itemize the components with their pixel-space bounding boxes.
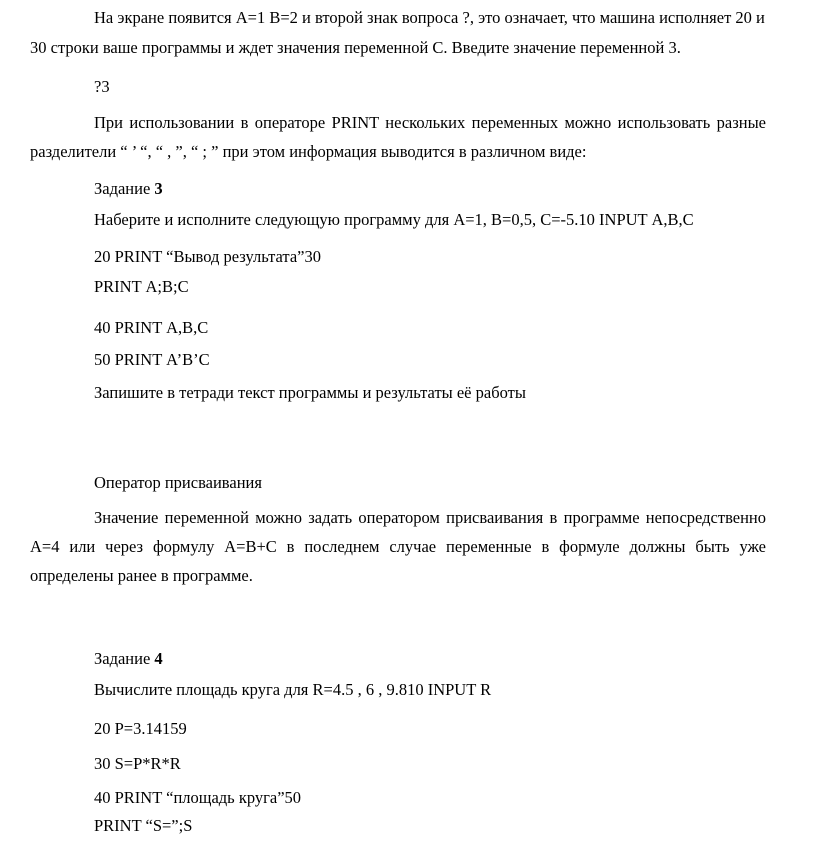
- task-heading: [94, 649, 163, 669]
- code-line: 40 PRINT А,В,С: [94, 318, 209, 337]
- task-instruction: Наберите и исполните следующую программу для А=1, В=0,5, С=-5.10 INPUT А,В,С: [94, 210, 694, 229]
- code-line: 20 PRINT “Вывод результата”30: [94, 247, 321, 266]
- paragraph-line: 30 строки ваше программы и ждет значения переменной С. Введите значение переменной 3.: [30, 38, 681, 57]
- code-line: 30 S=P*R*R: [94, 754, 181, 773]
- task-label: Задание: [94, 179, 155, 198]
- code-line: PRINT “S=”;S: [94, 816, 193, 835]
- task-number: 4: [154, 649, 163, 668]
- task-note: Запишите в тетради текст программы и результаты её работы: [94, 383, 526, 402]
- code-line: 40 PRINT “площадь круга”50: [94, 788, 302, 807]
- task-heading: [94, 179, 163, 199]
- paragraph-line: А=4 или через формулу А=В+С в последнем случае переменные в формуле должны быть уже: [30, 537, 766, 556]
- input-prompt: ?3: [94, 77, 110, 96]
- code-line: 20 P=3.14159: [94, 719, 187, 738]
- paragraph-line: разделители “ ’ “, “ , ”, “ ; ” при этом информация выводится в различном виде:: [30, 142, 587, 161]
- code-line: PRINT А;В;С: [94, 277, 189, 296]
- section-heading: Оператор присваивания: [94, 473, 262, 492]
- paragraph-line: При использовании в операторе PRINT нескольких переменных можно использовать разные: [94, 113, 766, 132]
- task-label: Задание: [94, 649, 155, 668]
- paragraph-line: На экране появится А=1 В=2 и второй знак вопроса ?, это означает, что машина исполняет 20 и: [94, 8, 765, 27]
- paragraph-line: определены ранее в программе.: [30, 566, 253, 585]
- task-number: 3: [154, 179, 163, 198]
- code-line: 50 PRINT А’В’С: [94, 350, 210, 369]
- task-instruction: Вычислите площадь круга для R=4.5 , 6 , 9.810 INPUT R: [94, 680, 492, 699]
- paragraph-line: Значение переменной можно задать оператором присваивания в программе непосредственно: [94, 508, 766, 527]
